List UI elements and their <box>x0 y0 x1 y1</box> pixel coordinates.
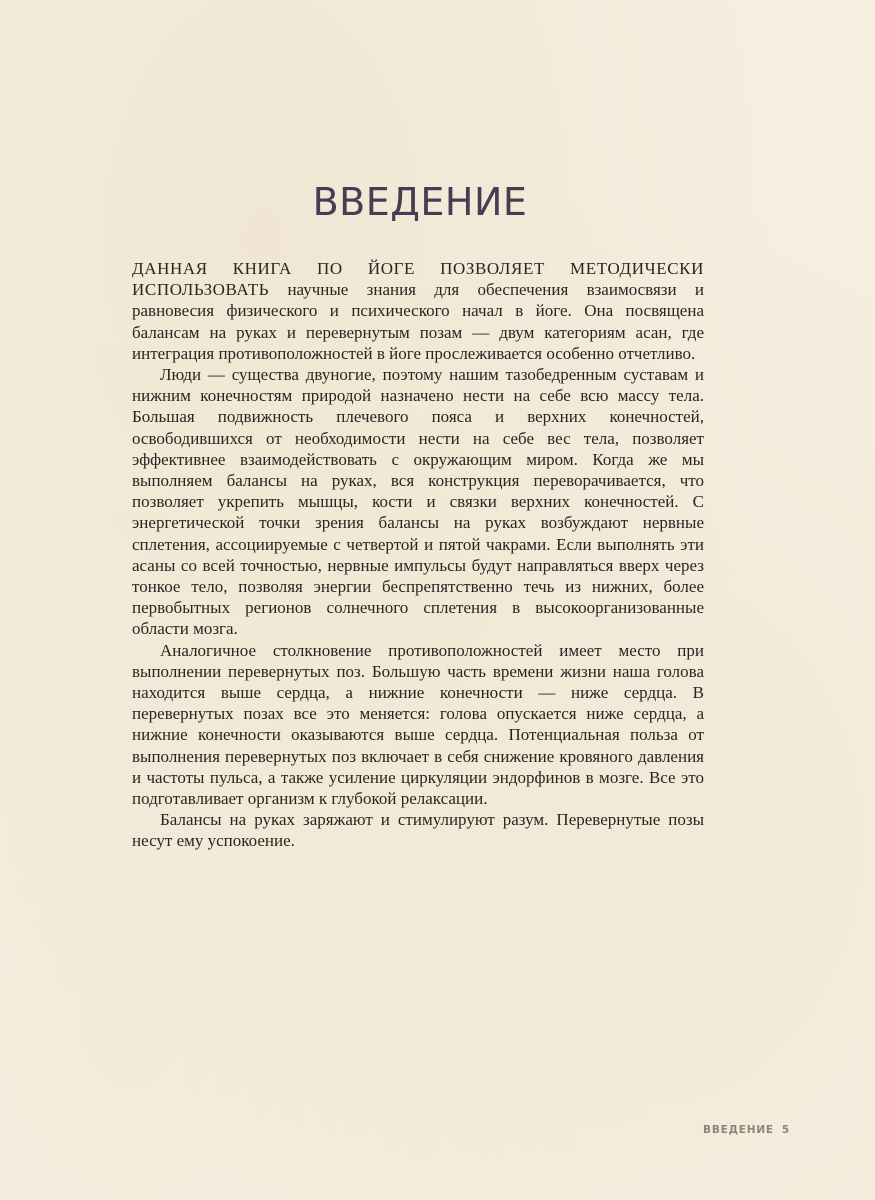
paragraph-1 <box>132 258 704 364</box>
lead-in-caps: ДАННАЯ КНИГА ПО ЙОГЕ ПОЗВОЛЯЕТ МЕТОДИЧЕСКИ ИСПОЛЬЗОВАТЬ <box>132 259 704 300</box>
running-footer <box>680 1124 790 1136</box>
paragraph-1-text: научные знания для обеспечения взаимосвязи и равновесия физического и психического начал в йоге. Она посвящена балансам на руках и перевернутым позам — двум категориям асан, где интеграция противоположностей в йоге прослеживается особенно отчетливо. <box>132 280 704 363</box>
paragraph-3: Аналогичное столкновение противоположностей имеет место при выполнении перевернутых поз. Большую часть времени жизни наша голова находится выше сердца, а нижние конечности — ниже сердца. В перевернутых позах все это меняется: голова опускается ниже сердца, а нижние конечности оказываются выше сердца. Потенциальная польза от выполнения перевернутых поз включает в себя снижение кровяного давления и частоты пульса, а также усиление циркуляции эндорфинов в мозге. Все это подготавливает организм к глубокой релаксации. <box>132 640 704 809</box>
page-number: 5 <box>781 1124 790 1136</box>
paragraph-2: Люди — существа двуногие, поэтому нашим тазобедренным суставам и нижним конечностям природой назначено нести на себе всю массу тела. Большая подвижность плечевого пояса и верхних конечностей, освободившихся от необходимости нести на себе вес тела, позволяет эффективнее взаимодействовать с окружающим миром. Когда же мы выполняем балансы на руках, вся конструкция переворачивается, что позволяет укрепить мышцы, кости и связки верхних конечностей. С энергетической точки зрения балансы на руках возбуждают нервные сплетения, ассоциируемые с четвертой и пятой чакрами. Если выполнять эти асаны со всей точностью, нервные импульсы будут направляться вверх через тонкое тело, позволяя энергии беспрепятственно течь из нижних, более первобытных регионов солнечного сплетения в высокоорганизованные области мозга. <box>132 365 704 639</box>
body-text <box>132 258 704 852</box>
chapter-title: ВВЕДЕНИЕ <box>312 180 528 224</box>
footer-section-title: ВВЕДЕНИЕ <box>703 1124 774 1136</box>
paragraph-4: Балансы на руках заряжают и стимулируют разум. Перевернутые позы несут ему успокоение. <box>132 810 704 851</box>
